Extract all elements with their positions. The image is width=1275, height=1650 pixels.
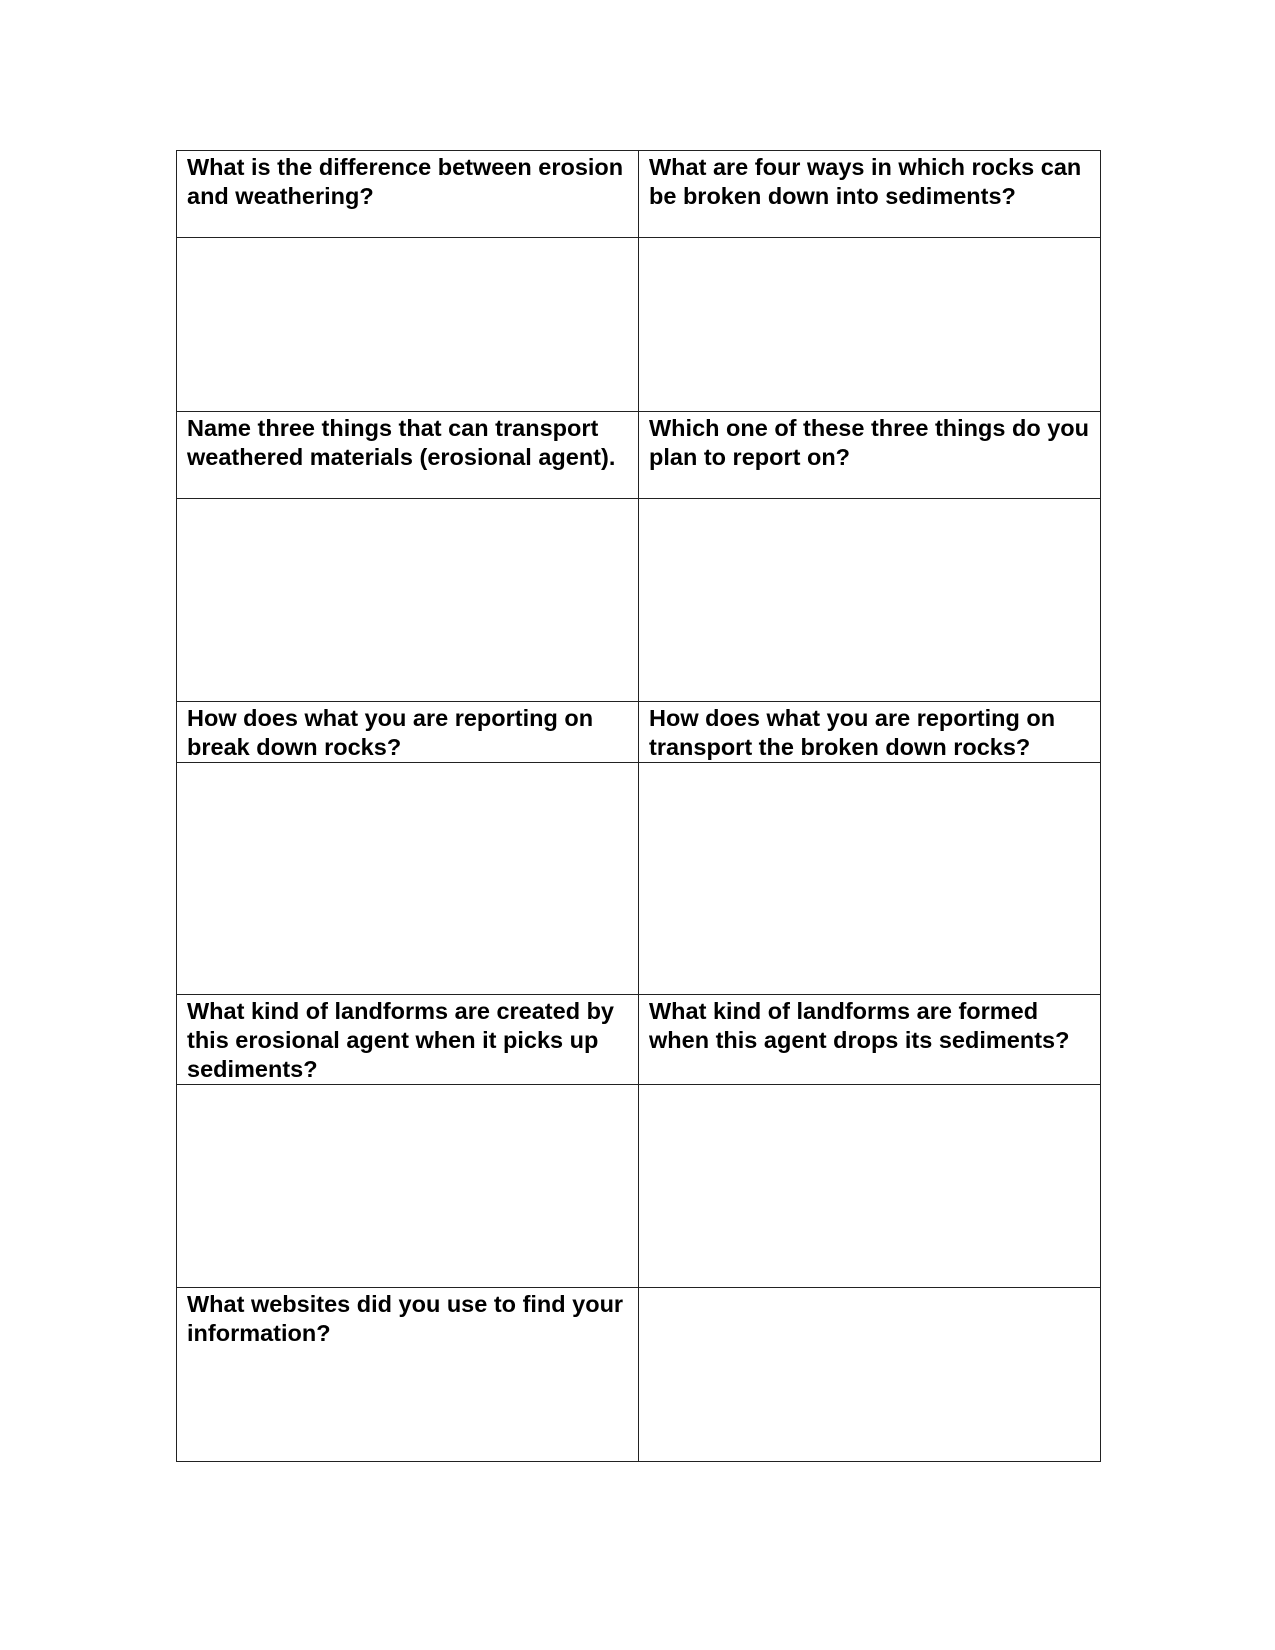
question-landforms-formed: What kind of landforms are formed when this agent drops its sediments? [649,998,1070,1053]
question-cell [639,412,1101,499]
question-cell [639,995,1101,1085]
question-row [177,151,1101,238]
answer-row [177,763,1101,995]
websites-row [177,1288,1101,1462]
answer-box-websites[interactable] [639,1288,1101,1462]
question-plan-to-report: Which one of these three things do you plan to report on? [649,415,1089,470]
question-row [177,995,1101,1085]
question-row [177,412,1101,499]
worksheet-table [176,150,1101,1462]
question-break-down-rocks: How does what you are reporting on break down rocks? [187,705,594,760]
answer-row [177,1085,1101,1288]
question-cell [177,702,639,763]
answer-box-plan-to-report[interactable] [639,499,1101,702]
question-transport-rocks: How does what you are reporting on transport the broken down rocks? [649,705,1056,760]
answer-box-four-ways[interactable] [639,238,1101,412]
question-cell [639,151,1101,238]
answer-box-landforms-created[interactable] [177,1085,639,1288]
question-cell [177,995,639,1085]
answer-row [177,238,1101,412]
question-cell [639,702,1101,763]
question-websites-used: What websites did you use to find your information? [187,1291,624,1346]
websites-cell[interactable] [177,1288,639,1462]
answer-row [177,499,1101,702]
question-four-ways-rocks-broken: What are four ways in which rocks can be broken down into sediments? [649,154,1082,209]
question-erosion-vs-weathering: What is the difference between erosion and weathering? [187,154,624,209]
answer-box-break-down[interactable] [177,763,639,995]
question-cell [177,412,639,499]
answer-box-three-agents[interactable] [177,499,639,702]
answer-box-landforms-formed[interactable] [639,1085,1101,1288]
question-landforms-created: What kind of landforms are created by this erosional agent when it picks up sediments? [187,998,615,1082]
question-three-transport-agents: Name three things that can transport weathered materials (erosional agent). [187,415,616,470]
answer-box-transport[interactable] [639,763,1101,995]
question-cell [177,151,639,238]
answer-box-erosion-vs-weathering[interactable] [177,238,639,412]
question-row [177,702,1101,763]
